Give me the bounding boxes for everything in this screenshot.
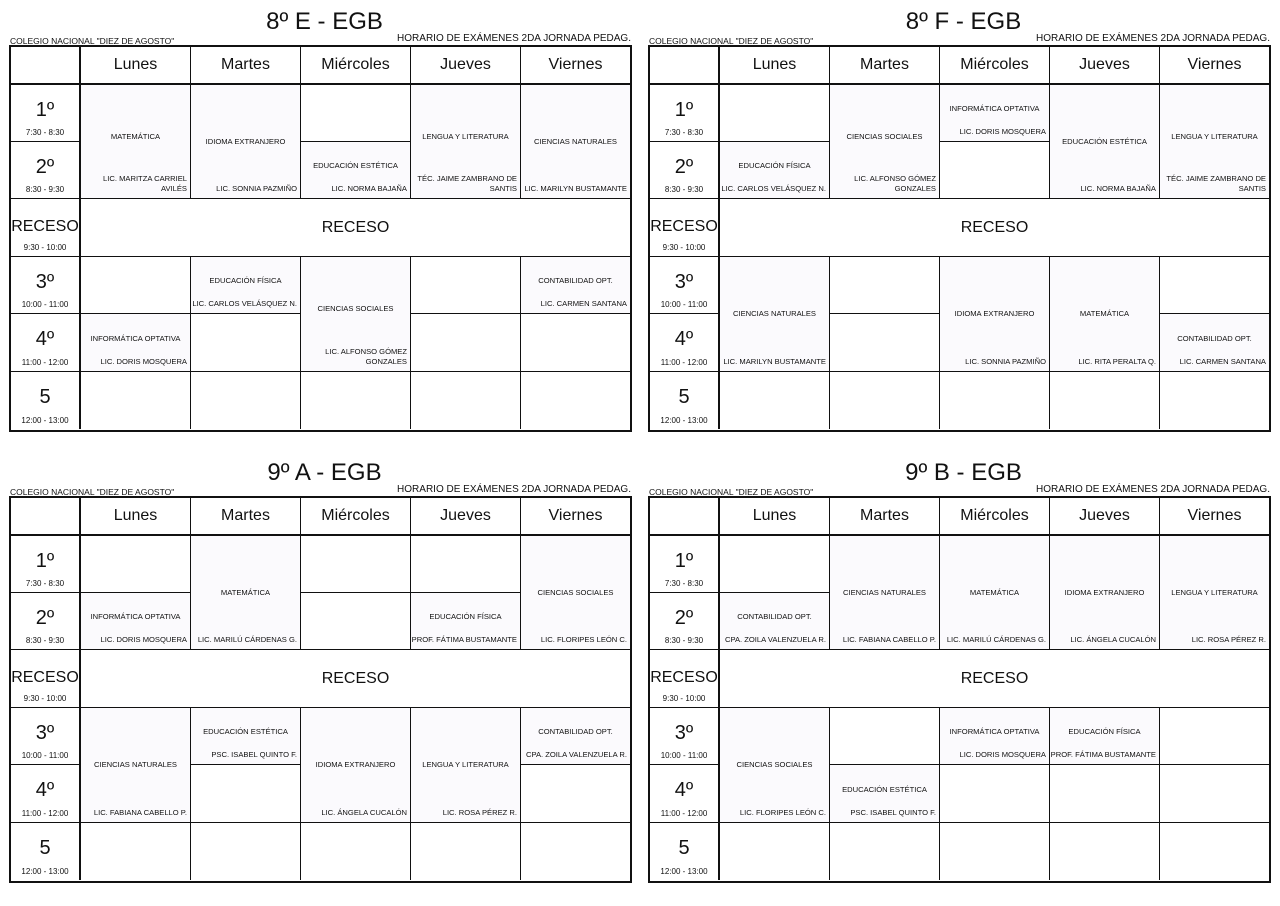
- exam-subject: INFORMÁTICA OPTATIVA: [949, 727, 1040, 736]
- period-label: [650, 85, 720, 142]
- exam-subject: INFORMÁTICA OPTATIVA: [90, 612, 181, 621]
- empty-slot: [521, 765, 630, 823]
- exam-teacher: LIC. MARILYN BUSTAMANTE: [723, 357, 826, 366]
- empty-slot: [191, 372, 301, 429]
- period-label: [11, 593, 81, 650]
- exam-subject: IDIOMA EXTRANJERO: [1064, 587, 1145, 597]
- exam-slot: [720, 708, 830, 823]
- day-header: Miércoles: [940, 498, 1050, 536]
- exam-slot: [301, 257, 411, 372]
- empty-slot: [81, 823, 191, 880]
- empty-slot: [1050, 765, 1160, 823]
- empty-slot: [940, 142, 1050, 199]
- period-label: [11, 823, 81, 880]
- exam-teacher: LIC. CARMEN SANTANA: [540, 299, 627, 308]
- day-header: Lunes: [720, 47, 830, 85]
- exam-slot: [81, 593, 191, 650]
- period-label: [650, 142, 720, 199]
- day-header: Miércoles: [301, 47, 411, 85]
- empty-slot: [411, 823, 521, 880]
- header-corner: [11, 47, 81, 85]
- exam-subject: CIENCIAS NATURALES: [94, 760, 177, 769]
- period-time: 9:30 - 10:00: [662, 243, 706, 252]
- period-number: 4º: [35, 779, 55, 801]
- exam-teacher: PSC. ISABEL QUINTO F.: [211, 750, 297, 759]
- period-label: [11, 142, 81, 199]
- period-number: 3º: [35, 722, 55, 744]
- period-number: 1º: [35, 99, 55, 121]
- period-number: 5: [39, 837, 51, 859]
- exam-teacher: TÉC. JAIME ZAMBRANO DE SANTIS: [1166, 174, 1266, 193]
- period-label: [11, 372, 81, 429]
- exam-teacher: LIC. MARILÚ CÁRDENAS G.: [946, 635, 1046, 644]
- schedule-table: [648, 45, 1271, 432]
- exam-slot: [521, 257, 630, 314]
- exam-teacher: LIC. ROSA PÉREZ R.: [442, 808, 517, 817]
- exam-subject: CIENCIAS NATURALES: [534, 136, 617, 146]
- exam-slot: [191, 536, 301, 650]
- period-label: [11, 199, 81, 257]
- period-time: 8:30 - 9:30: [664, 185, 704, 194]
- day-header: Viernes: [521, 47, 630, 85]
- exam-teacher: CPA. ZOILA VALENZUELA R.: [525, 750, 627, 759]
- period-label: [650, 372, 720, 429]
- exam-teacher: LIC. RITA PERALTA Q.: [1078, 357, 1156, 366]
- exam-slot: [521, 536, 630, 650]
- exam-teacher: LIC. ÁNGELA CUCALÓN: [1070, 635, 1156, 644]
- empty-slot: [1160, 823, 1269, 880]
- empty-slot: [830, 257, 940, 314]
- exam-subject: EDUCACIÓN ESTÉTICA: [842, 784, 927, 794]
- exam-subject: CIENCIAS SOCIALES: [537, 587, 614, 597]
- period-label: [650, 593, 720, 650]
- period-number: 3º: [674, 722, 694, 744]
- header-corner: [650, 47, 720, 85]
- period-time: 7:30 - 8:30: [664, 128, 704, 137]
- exam-slot: [411, 85, 521, 199]
- exam-subject: CONTABILIDAD OPT.: [1177, 333, 1252, 343]
- exam-subject: LENGUA Y LITERATURA: [422, 131, 509, 141]
- period-time: 11:00 - 12:00: [21, 809, 69, 818]
- empty-slot: [1050, 372, 1160, 429]
- exam-subject: MATEMÁTICA: [969, 587, 1020, 597]
- exam-teacher: LIC. CARLOS VELÁSQUEZ N.: [192, 299, 297, 308]
- exam-teacher: TÉC. JAIME ZAMBRANO DE SANTIS: [417, 174, 517, 193]
- exam-slot: [191, 257, 301, 314]
- exam-slot: [830, 765, 940, 823]
- schedule-panel: [9, 451, 632, 883]
- day-header: Jueves: [411, 47, 521, 85]
- exam-teacher: LIC. MARITZA CARRIEL AVILÉS: [103, 174, 187, 193]
- exam-subject: LENGUA Y LITERATURA: [422, 760, 509, 769]
- exam-teacher: LIC. NORMA BAJAÑA: [1080, 184, 1156, 193]
- recess-row: RECESO: [81, 650, 630, 708]
- exam-slot: [720, 257, 830, 372]
- exam-slot: [940, 708, 1050, 765]
- exam-teacher: LIC. ALFONSO GÓMEZ GONZALES: [325, 347, 407, 366]
- exam-subject: LENGUA Y LITERATURA: [1171, 587, 1258, 597]
- empty-slot: [720, 85, 830, 142]
- empty-slot: [1160, 765, 1269, 823]
- day-header: Lunes: [720, 498, 830, 536]
- exam-teacher: PSC. ISABEL QUINTO F.: [850, 808, 936, 817]
- exam-subject: EDUCACIÓN ESTÉTICA: [203, 727, 288, 736]
- exam-teacher: LIC. DORIS MOSQUERA: [100, 357, 187, 366]
- empty-slot: [301, 593, 411, 650]
- period-label: [650, 708, 720, 765]
- exam-slot: [301, 708, 411, 823]
- period-time: 8:30 - 9:30: [664, 636, 704, 645]
- day-header: Martes: [191, 47, 301, 85]
- exam-subject: INFORMÁTICA OPTATIVA: [949, 104, 1040, 113]
- exam-slot: [1050, 85, 1160, 199]
- period-label: [650, 257, 720, 314]
- period-label: [11, 257, 81, 314]
- school-name: COLEGIO NACIONAL "DIEZ DE AGOSTO": [10, 36, 175, 46]
- recess-row: RECESO: [720, 199, 1269, 257]
- exam-teacher: LIC. SONNIA PAZMIÑO: [216, 184, 297, 193]
- empty-slot: [301, 85, 411, 142]
- exam-teacher: LIC. ROSA PÉREZ R.: [1191, 635, 1266, 644]
- empty-slot: [940, 765, 1050, 823]
- period-number: 4º: [674, 779, 694, 801]
- exam-subject: MATEMÁTICA: [1079, 309, 1130, 318]
- exam-slot: [940, 257, 1050, 372]
- exam-slot: [940, 85, 1050, 142]
- exam-slot: [411, 593, 521, 650]
- exam-slot: [1160, 536, 1269, 650]
- exam-slot: [830, 85, 940, 199]
- period-number: 1º: [674, 550, 694, 572]
- exam-slot: [521, 85, 630, 199]
- period-number: RECESO: [11, 669, 79, 686]
- empty-slot: [81, 372, 191, 429]
- exam-subject: INFORMÁTICA OPTATIVA: [90, 333, 181, 343]
- empty-slot: [720, 372, 830, 429]
- period-number: 2º: [35, 607, 55, 629]
- schedule-subtitle: HORARIO DE EXÁMENES 2DA JORNADA PEDAG.: [397, 33, 631, 44]
- period-time: 9:30 - 10:00: [23, 694, 67, 703]
- period-label: [11, 650, 81, 708]
- exam-subject: EDUCACIÓN FÍSICA: [209, 276, 282, 285]
- period-time: 12:00 - 13:00: [660, 867, 708, 876]
- exam-slot: [720, 593, 830, 650]
- exam-teacher: LIC. ALFONSO GÓMEZ GONZALES: [854, 174, 936, 193]
- period-time: 12:00 - 13:00: [660, 416, 708, 425]
- day-header: Jueves: [411, 498, 521, 536]
- exam-slot: [830, 536, 940, 650]
- schedule-table: [648, 496, 1271, 883]
- empty-slot: [830, 708, 940, 765]
- exam-subject: EDUCACIÓN ESTÉTICA: [1062, 136, 1147, 146]
- day-header: Martes: [830, 498, 940, 536]
- empty-slot: [191, 765, 301, 823]
- exam-slot: [81, 85, 191, 199]
- exam-teacher: LIC. FABIANA CABELLO P.: [93, 808, 187, 817]
- school-name: COLEGIO NACIONAL "DIEZ DE AGOSTO": [649, 487, 814, 497]
- exam-slot: [521, 708, 630, 765]
- period-number: 1º: [35, 550, 55, 572]
- day-header: Lunes: [81, 498, 191, 536]
- period-number: 5: [678, 386, 690, 408]
- day-header: Martes: [830, 47, 940, 85]
- period-label: [650, 823, 720, 880]
- grade-title: 8º F - EGB: [905, 8, 1022, 35]
- exam-subject: EDUCACIÓN FÍSICA: [738, 161, 811, 170]
- exam-slot: [720, 142, 830, 199]
- period-time: 10:00 - 11:00: [21, 751, 69, 760]
- exam-subject: CIENCIAS SOCIALES: [736, 760, 813, 769]
- empty-slot: [81, 257, 191, 314]
- header-corner: [11, 498, 81, 536]
- recess-row: RECESO: [720, 650, 1269, 708]
- period-number: 5: [678, 837, 690, 859]
- empty-slot: [521, 314, 630, 372]
- empty-slot: [411, 314, 521, 372]
- empty-slot: [411, 257, 521, 314]
- empty-slot: [301, 536, 411, 593]
- period-number: 4º: [674, 328, 694, 350]
- exam-slot: [1050, 708, 1160, 765]
- exam-teacher: LIC. CARLOS VELÁSQUEZ N.: [721, 184, 826, 193]
- period-number: 5: [39, 386, 51, 408]
- schedule-panel: [648, 0, 1271, 432]
- schedule-subtitle: HORARIO DE EXÁMENES 2DA JORNADA PEDAG.: [1036, 33, 1270, 44]
- period-label: [650, 314, 720, 372]
- period-time: 7:30 - 8:30: [25, 579, 65, 588]
- day-header: Martes: [191, 498, 301, 536]
- schedule-panel: [9, 0, 632, 432]
- exam-subject: CIENCIAS NATURALES: [733, 309, 816, 318]
- period-time: 12:00 - 13:00: [21, 867, 69, 876]
- empty-slot: [411, 372, 521, 429]
- exam-slot: [1050, 536, 1160, 650]
- empty-slot: [191, 314, 301, 372]
- period-label: [11, 708, 81, 765]
- empty-slot: [81, 536, 191, 593]
- empty-slot: [411, 536, 521, 593]
- school-name: COLEGIO NACIONAL "DIEZ DE AGOSTO": [10, 487, 175, 497]
- empty-slot: [1160, 257, 1269, 314]
- period-label: [650, 199, 720, 257]
- exam-slot: [81, 708, 191, 823]
- schedule-subtitle: HORARIO DE EXÁMENES 2DA JORNADA PEDAG.: [1036, 484, 1270, 495]
- exam-subject: EDUCACIÓN ESTÉTICA: [313, 161, 398, 170]
- day-header: Miércoles: [301, 498, 411, 536]
- exam-teacher: LIC. DORIS MOSQUERA: [959, 127, 1046, 136]
- exam-subject: CIENCIAS NATURALES: [843, 587, 926, 597]
- exam-teacher: LIC. FABIANA CABELLO P.: [842, 635, 936, 644]
- exam-subject: EDUCACIÓN FÍSICA: [429, 612, 502, 621]
- exam-slot: [940, 536, 1050, 650]
- period-label: [650, 650, 720, 708]
- empty-slot: [940, 372, 1050, 429]
- period-time: 8:30 - 9:30: [25, 636, 65, 645]
- exam-subject: IDIOMA EXTRANJERO: [954, 309, 1035, 318]
- grade-title: 8º E - EGB: [266, 8, 383, 35]
- empty-slot: [720, 823, 830, 880]
- exam-slot: [81, 314, 191, 372]
- exam-subject: LENGUA Y LITERATURA: [1171, 131, 1258, 141]
- period-time: 11:00 - 12:00: [21, 358, 69, 367]
- period-time: 10:00 - 11:00: [21, 300, 69, 309]
- exam-teacher: LIC. DORIS MOSQUERA: [100, 635, 187, 644]
- exam-teacher: LIC. MARILÚ CÁRDENAS G.: [197, 635, 297, 644]
- empty-slot: [830, 372, 940, 429]
- empty-slot: [720, 536, 830, 593]
- grade-title: 9º A - EGB: [267, 459, 382, 486]
- exam-slot: [191, 708, 301, 765]
- schedule-table: [9, 45, 632, 432]
- recess-row: RECESO: [81, 199, 630, 257]
- day-header: Jueves: [1050, 498, 1160, 536]
- exam-teacher: LIC. FLORIPES LEÓN C.: [540, 635, 627, 644]
- exam-slot: [1160, 314, 1269, 372]
- exam-teacher: LIC. ÁNGELA CUCALÓN: [321, 808, 407, 817]
- exam-subject: IDIOMA EXTRANJERO: [205, 136, 286, 146]
- exam-slot: [411, 708, 521, 823]
- header-corner: [650, 498, 720, 536]
- exam-slot: [1050, 257, 1160, 372]
- period-time: 9:30 - 10:00: [662, 694, 706, 703]
- period-number: 2º: [674, 156, 694, 178]
- period-number: 3º: [35, 271, 55, 293]
- day-header: Viernes: [521, 498, 630, 536]
- period-time: 10:00 - 11:00: [660, 751, 708, 760]
- empty-slot: [521, 823, 630, 880]
- exam-subject: CONTABILIDAD OPT.: [538, 727, 613, 736]
- period-time: 7:30 - 8:30: [664, 579, 704, 588]
- exam-teacher: CPA. ZOILA VALENZUELA R.: [724, 635, 826, 644]
- period-time: 11:00 - 12:00: [660, 809, 708, 818]
- exam-teacher: LIC. MARILYN BUSTAMANTE: [524, 184, 627, 193]
- period-number: 3º: [674, 271, 694, 293]
- exam-teacher: LIC. FLORIPES LEÓN C.: [739, 808, 826, 817]
- empty-slot: [1160, 708, 1269, 765]
- period-label: [11, 536, 81, 593]
- period-time: 11:00 - 12:00: [660, 358, 708, 367]
- period-time: 10:00 - 11:00: [660, 300, 708, 309]
- period-label: [650, 536, 720, 593]
- exam-slot: [1160, 85, 1269, 199]
- period-number: 2º: [674, 607, 694, 629]
- exam-subject: MATEMÁTICA: [220, 587, 271, 597]
- day-header: Miércoles: [940, 47, 1050, 85]
- grade-title: 9º B - EGB: [905, 459, 1022, 486]
- empty-slot: [830, 314, 940, 372]
- empty-slot: [191, 823, 301, 880]
- period-time: 12:00 - 13:00: [21, 416, 69, 425]
- exam-subject: IDIOMA EXTRANJERO: [315, 760, 396, 769]
- empty-slot: [1050, 823, 1160, 880]
- empty-slot: [830, 823, 940, 880]
- schedule-subtitle: HORARIO DE EXÁMENES 2DA JORNADA PEDAG.: [397, 484, 631, 495]
- period-number: 4º: [35, 328, 55, 350]
- period-label: [11, 85, 81, 142]
- empty-slot: [940, 823, 1050, 880]
- exam-subject: EDUCACIÓN FÍSICA: [1068, 727, 1141, 736]
- exam-slot: [301, 142, 411, 199]
- exam-subject: MATEMÁTICA: [110, 131, 161, 141]
- period-time: 7:30 - 8:30: [25, 128, 65, 137]
- day-header: Viernes: [1160, 47, 1269, 85]
- empty-slot: [1160, 372, 1269, 429]
- exam-subject: CIENCIAS SOCIALES: [317, 304, 394, 313]
- empty-slot: [521, 372, 630, 429]
- exam-slot: [191, 85, 301, 199]
- day-header: Viernes: [1160, 498, 1269, 536]
- period-label: [11, 314, 81, 372]
- empty-slot: [301, 823, 411, 880]
- period-label: [650, 765, 720, 823]
- exam-teacher: LIC. SONNIA PAZMIÑO: [965, 357, 1046, 366]
- school-name: COLEGIO NACIONAL "DIEZ DE AGOSTO": [649, 36, 814, 46]
- period-number: 2º: [35, 156, 55, 178]
- exam-teacher: LIC. CARMEN SANTANA: [1179, 357, 1266, 366]
- exam-teacher: LIC. DORIS MOSQUERA: [959, 750, 1046, 759]
- exam-teacher: PROF. FÁTIMA BUSTAMANTE: [1050, 750, 1156, 759]
- empty-slot: [301, 372, 411, 429]
- period-number: RECESO: [650, 218, 718, 235]
- exam-subject: CONTABILIDAD OPT.: [737, 612, 812, 621]
- schedule-panel: [648, 451, 1271, 883]
- period-number: RECESO: [11, 218, 79, 235]
- day-header: Lunes: [81, 47, 191, 85]
- period-time: 9:30 - 10:00: [23, 243, 67, 252]
- period-time: 8:30 - 9:30: [25, 185, 65, 194]
- exam-subject: CIENCIAS SOCIALES: [846, 131, 923, 141]
- exam-teacher: PROF. FÁTIMA BUSTAMANTE: [411, 635, 517, 644]
- period-number: RECESO: [650, 669, 718, 686]
- schedule-table: [9, 496, 632, 883]
- day-header: Jueves: [1050, 47, 1160, 85]
- exam-subject: CONTABILIDAD OPT.: [538, 276, 613, 285]
- period-label: [11, 765, 81, 823]
- period-number: 1º: [674, 99, 694, 121]
- exam-teacher: LIC. NORMA BAJAÑA: [331, 184, 407, 193]
